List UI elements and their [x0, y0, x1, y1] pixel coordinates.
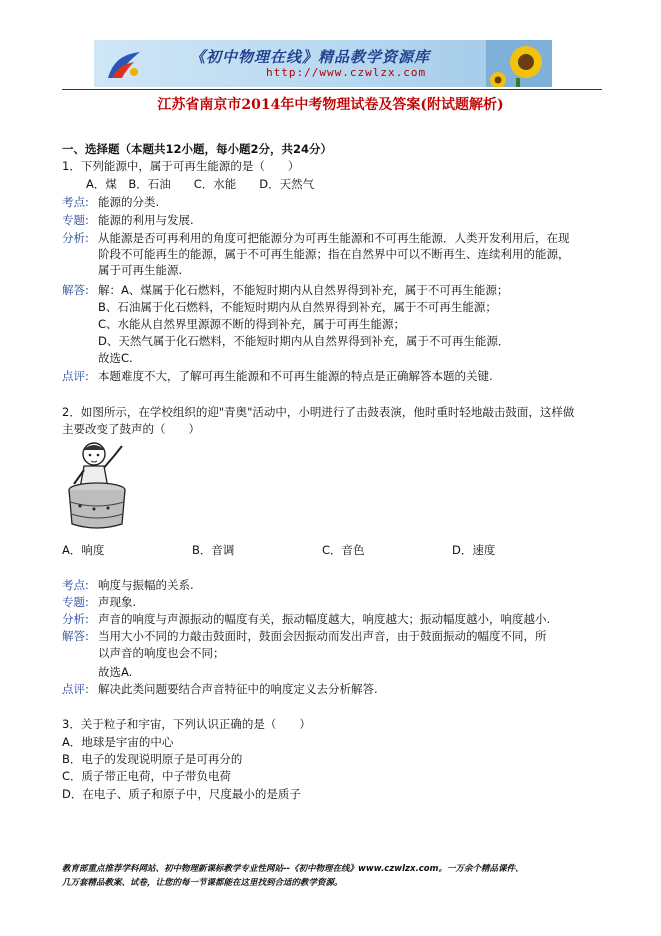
- header-banner: [94, 40, 552, 87]
- q2-dianping-row: [62, 681, 378, 697]
- q1-fenxi-row: [62, 230, 570, 246]
- zhuanti-label: 专题:: [62, 595, 89, 609]
- section-heading: 一、选择题（本题共12小题，每小题2分，共24分）: [62, 142, 333, 156]
- q2-zhuanti: 声现象.: [98, 595, 137, 609]
- q2-jieda-line: 故选A.: [98, 665, 133, 679]
- dianping-label: 点评:: [62, 369, 89, 383]
- q1-jieda-line: D、天然气属于化石燃料，不能短时期内从自然界得到补充，属于不可再生能源．: [98, 334, 510, 348]
- q2-option: A．响度: [62, 543, 105, 557]
- q3-option: D．在电子、质子和原子中，尺度最小的是质子: [62, 787, 301, 801]
- q2-kaodian: 响度与振幅的关系.: [98, 578, 194, 592]
- q1-dianping: 本题难度不大，了解可再生能源和不可再生能源的特点是正确解答本题的关键.: [98, 369, 493, 383]
- q2-option: B．音调: [192, 543, 235, 557]
- q2-jieda-row: [62, 628, 547, 644]
- q1-dianping-row: [62, 368, 493, 384]
- q1-fenxi-line: 阶段不可能再生的能源，属于不可再生能源；指在自然界中可以不断再生、连续利用的能源，: [98, 247, 570, 261]
- q2-stem-line: 2．如图所示，在学校组织的迎"青奥"活动中，小明进行了击鼓表演，他时重时轻地敲击鼓面，这样做: [62, 405, 575, 419]
- site-logo-icon: [104, 48, 144, 82]
- banner-url: http://www.czwlzx.com: [266, 66, 427, 79]
- jieda-label: 解答:: [62, 283, 89, 297]
- header-rule: [62, 89, 602, 90]
- q3-option: A．地球是宇宙的中心: [62, 735, 174, 749]
- q1-fenxi-line: 从能源是否可再利用的角度可把能源分为可再生能源和不可再生能源．人类开发利用后，在现: [98, 231, 570, 245]
- q2-jieda-line: 当用大小不同的力敲击鼓面时，鼓面会因振动而发出声音，由于鼓面振动的幅度不同，所: [98, 629, 547, 643]
- q2-fenxi-row: [62, 611, 550, 627]
- q1-kaodian-row: [62, 194, 159, 210]
- kaodian-label: 考点:: [62, 578, 89, 592]
- page-footer: [62, 862, 602, 890]
- q2-jieda-line: 以声音的响度也会不同；: [98, 646, 225, 660]
- q1-jieda-line: 解：A、煤属于化石燃料，不能短时期内从自然界得到补充，属于不可再生能源；: [98, 283, 509, 297]
- q1-zhuanti: 能源的利用与发展.: [98, 213, 194, 227]
- q2-option: C．音色: [322, 543, 365, 557]
- banner-title: 《初中物理在线》精品教学资源库: [190, 48, 431, 66]
- sunflower-icon: [486, 40, 552, 87]
- q3-option: B．电子的发现说明原子是可再分的: [62, 752, 243, 766]
- q2-fenxi: 声音的响度与声源振动的幅度有关，振动幅度越大，响度越大；振动幅度越小，响度越小.: [98, 612, 551, 626]
- q2-stem-line: 主要改变了鼓声的（ ）: [62, 422, 200, 436]
- fenxi-label: 分析:: [62, 231, 89, 245]
- footer-line: 教育部重点推荐学科网站、初中物理新课标教学专业性网站--《初中物理在线》www.czwlzx.com。一万余个精品课件、: [62, 864, 524, 874]
- q1-fenxi-line: 属于可再生能源.: [98, 263, 183, 277]
- q1-zhuanti-row: [62, 212, 194, 228]
- q1-jieda-line: C、水能从自然界里源源不断的得到补充，属于可再生能源；: [98, 317, 406, 331]
- jieda-label: 解答:: [62, 629, 89, 643]
- fenxi-label: 分析:: [62, 612, 89, 626]
- document-title: 江苏省南京市2014年中考物理试卷及答案(附试题解析): [157, 97, 504, 113]
- q1-kaodian: 能源的分类.: [98, 195, 160, 209]
- q2-dianping: 解决此类问题要结合声音特征中的响度定义去分析解答.: [98, 682, 378, 696]
- q1-jieda-line: 故选C.: [98, 351, 133, 365]
- q2-zhuanti-row: [62, 594, 136, 610]
- kaodian-label: 考点:: [62, 195, 89, 209]
- q1-options: A．煤 B．石油 C．水能 D．天然气: [86, 177, 315, 191]
- q1-jieda-row: [62, 282, 508, 298]
- drummer-boy-illustration: [64, 440, 130, 532]
- q1-jieda-line: B、石油属于化石燃料，不能短时期内从自然界得到补充，属于不可再生能源；: [98, 300, 497, 314]
- dianping-label: 点评:: [62, 682, 89, 696]
- footer-line: 几万套精品教案、试卷，让您的每一节课都能在这里找到合适的教学资源。: [62, 878, 343, 888]
- q2-option: D．速度: [452, 543, 496, 557]
- q2-kaodian-row: [62, 577, 194, 593]
- q1-stem: 1．下列能源中，属于可再生能源的是（ ）: [62, 159, 300, 173]
- q3-stem: 3．关于粒子和宇宙，下列认识正确的是（ ）: [62, 717, 311, 731]
- zhuanti-label: 专题:: [62, 213, 89, 227]
- q3-option: C．质子带正电荷，中子带负电荷: [62, 769, 232, 783]
